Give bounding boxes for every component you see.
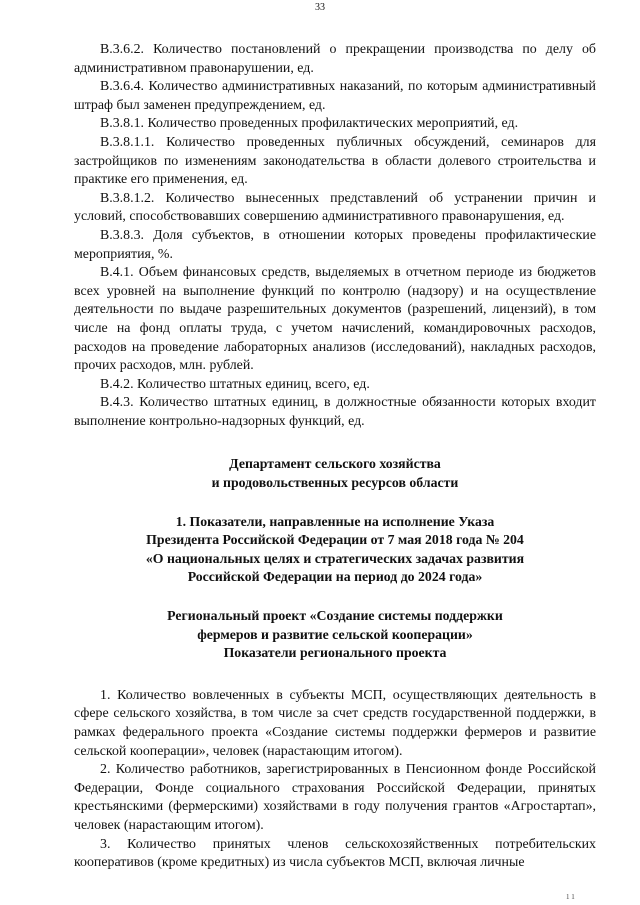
department-heading	[74, 455, 596, 492]
department-heading-line: и продовольственных ресурсов области	[211, 475, 459, 491]
section-heading-line: Российской Федерации на период до 2024 года»	[187, 569, 483, 585]
paragraph-v3-8-1-2: В.3.8.1.2. Количество вынесенных представлений об устранении причин и условий, способствовавших совершению административного правонарушения, ед.	[74, 190, 596, 225]
indicator-paragraph-3: 3. Количество принятых членов сельскохозяйственных потребительских кооперативов (кроме кредитных) из числа субъектов МСП, включая личные	[74, 836, 596, 871]
paragraph-v3-6-4: В.3.6.4. Количество административных наказаний, по которым административный штраф был заменен предупреждением, ед.	[74, 79, 596, 113]
project-heading-line: Региональный проект «Создание системы поддержки	[167, 608, 503, 624]
section-heading-line: 1. Показатели, направленные на исполнение Указа	[175, 513, 495, 529]
page-number: 33	[315, 2, 325, 13]
project-heading-line: Показатели регионального проекта	[223, 645, 447, 661]
page-corner-mark: 1 1	[566, 893, 575, 901]
paragraph-v3-6-2: В.3.6.2. Количество постановлений о прекращении производства по делу об административном правонарушении, ед.	[74, 42, 596, 76]
paragraph-v3-8-3: В.3.8.3. Доля субъектов, в отношении которых проведены профилактические мероприятия, %.	[74, 227, 596, 262]
paragraph-v3-8-1-1: В.3.8.1.1. Количество проведенных публичных обсуждений, семинаров для застройщиков по изменениям законодательства в области долевого строительства и практике его применения, ед.	[74, 134, 596, 188]
paragraph-v4-3: В.4.3. Количество штатных единиц, в должностные обязанности которых входит выполнение контрольно-надзорных функций, ед.	[74, 395, 596, 429]
section-heading-line: «О национальных целях и стратегических задачах развития	[145, 550, 525, 566]
section-heading	[74, 513, 596, 587]
project-heading-line: фермеров и развитие сельской кооперации»	[197, 626, 473, 642]
paragraph-v4-2: В.4.2. Количество штатных единиц, всего, ед.	[100, 376, 370, 392]
indicator-paragraph-2: 2. Количество работников, зарегистрированных в Пенсионном фонде Российской Федерации, Фонде социального страхования Российской Федерации, принятых крестьянскими (фермерскими) хозяйствами в году получения грантов «Агростартап», человек (нарастающим итогом).	[74, 762, 596, 833]
document-body	[74, 41, 596, 873]
paragraph-v4-1: В.4.1. Объем финансовых средств, выделяемых в отчетном периоде из бюджетов всех уровней на выполнение функций по контролю (надзору) и на осуществление деятельности по выдаче разрешительных документов (разрешений, лицензий), в том числе на фонд оплаты труда, с учетом начислений, командировочных расходов, расходов на проведение лабораторных анализов (исследований), накладных расходов, прочих расходов, млн. рублей.	[74, 265, 596, 374]
indicator-paragraph-1: 1. Количество вовлеченных в субъекты МСП, осуществляющих деятельность в сфере сельского хозяйства, в том числе за счет средств государственной поддержки, в рамках федерального проекта «Создание системы поддержки фермеров и развитие сельской кооперации», человек (нарастающим итогом).	[74, 687, 596, 759]
department-heading-line: Департамент сельского хозяйства	[229, 456, 441, 472]
section-heading-line: Президента Российской Федерации от 7 мая 2018 года № 204	[146, 532, 524, 548]
project-heading	[74, 607, 596, 663]
paragraph-v3-8-1: В.3.8.1. Количество проведенных профилактических мероприятий, ед.	[100, 116, 519, 132]
